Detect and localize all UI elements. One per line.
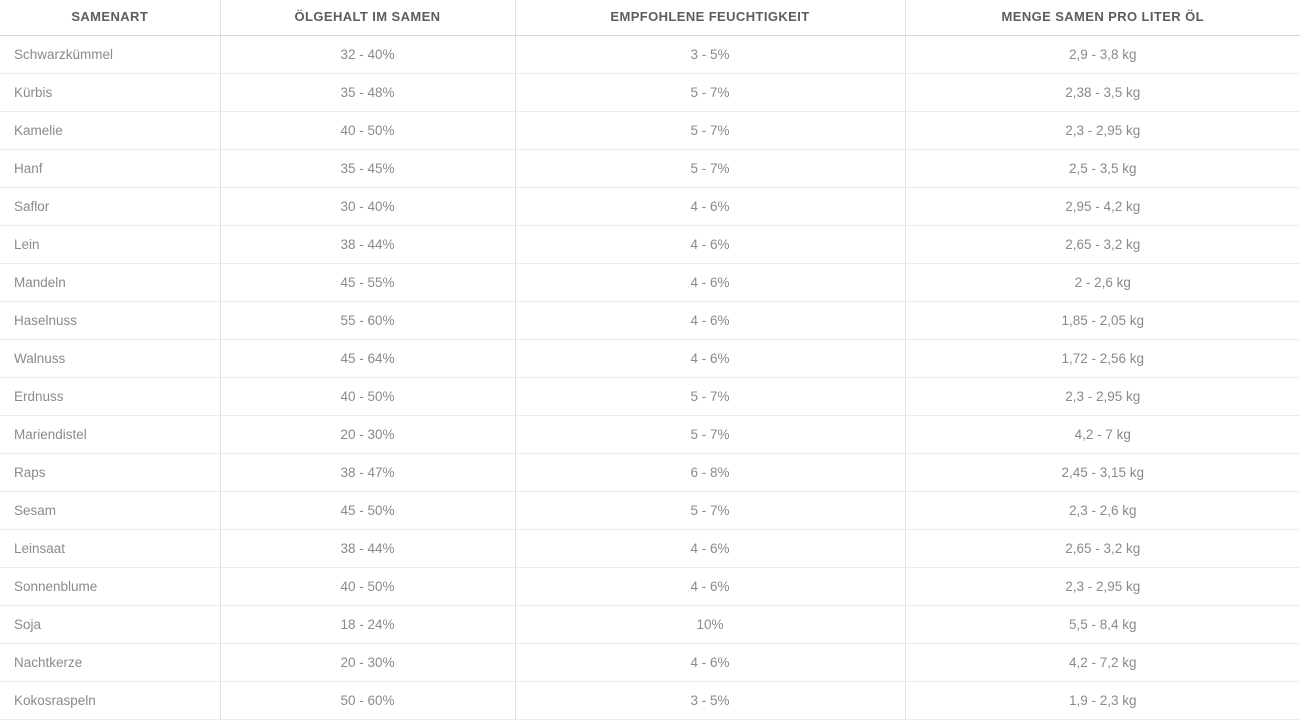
table-row bbox=[0, 416, 1300, 454]
cell-oil-content: 30 - 40% bbox=[220, 188, 515, 226]
cell-oil-content: 32 - 40% bbox=[220, 36, 515, 74]
cell-oil-content: 18 - 24% bbox=[220, 606, 515, 644]
cell-oil-content: 35 - 45% bbox=[220, 150, 515, 188]
cell-seed-amount: 1,9 - 2,3 kg bbox=[905, 682, 1300, 720]
cell-oil-content: 50 - 60% bbox=[220, 682, 515, 720]
cell-seed-type: Lein bbox=[0, 226, 220, 264]
table-row bbox=[0, 454, 1300, 492]
cell-seed-type: Haselnuss bbox=[0, 302, 220, 340]
cell-seed-type: Mariendistel bbox=[0, 416, 220, 454]
cell-moisture: 5 - 7% bbox=[515, 378, 905, 416]
table-row bbox=[0, 644, 1300, 682]
cell-moisture: 5 - 7% bbox=[515, 150, 905, 188]
table-row bbox=[0, 188, 1300, 226]
cell-moisture: 5 - 7% bbox=[515, 416, 905, 454]
cell-seed-amount: 2,38 - 3,5 kg bbox=[905, 74, 1300, 112]
cell-seed-amount: 2,9 - 3,8 kg bbox=[905, 36, 1300, 74]
cell-moisture: 4 - 6% bbox=[515, 644, 905, 682]
cell-seed-type: Raps bbox=[0, 454, 220, 492]
cell-moisture: 10% bbox=[515, 606, 905, 644]
cell-seed-amount: 2,3 - 2,95 kg bbox=[905, 112, 1300, 150]
cell-oil-content: 38 - 47% bbox=[220, 454, 515, 492]
cell-oil-content: 20 - 30% bbox=[220, 416, 515, 454]
table-row bbox=[0, 112, 1300, 150]
table-row bbox=[0, 226, 1300, 264]
cell-seed-amount: 4,2 - 7 kg bbox=[905, 416, 1300, 454]
cell-moisture: 4 - 6% bbox=[515, 264, 905, 302]
cell-oil-content: 35 - 48% bbox=[220, 74, 515, 112]
cell-moisture: 5 - 7% bbox=[515, 492, 905, 530]
table-row bbox=[0, 340, 1300, 378]
cell-oil-content: 20 - 30% bbox=[220, 644, 515, 682]
table-row bbox=[0, 302, 1300, 340]
table-row bbox=[0, 682, 1300, 720]
cell-seed-type: Kamelie bbox=[0, 112, 220, 150]
cell-seed-amount: 2,5 - 3,5 kg bbox=[905, 150, 1300, 188]
column-header-oil-content: ÖLGEHALT IM SAMEN bbox=[220, 0, 515, 36]
table-row bbox=[0, 378, 1300, 416]
cell-seed-type: Saflor bbox=[0, 188, 220, 226]
cell-seed-amount: 2,3 - 2,6 kg bbox=[905, 492, 1300, 530]
cell-moisture: 5 - 7% bbox=[515, 112, 905, 150]
cell-seed-amount: 5,5 - 8,4 kg bbox=[905, 606, 1300, 644]
cell-oil-content: 38 - 44% bbox=[220, 226, 515, 264]
cell-seed-type: Schwarzkümmel bbox=[0, 36, 220, 74]
table-header-row bbox=[0, 0, 1300, 36]
cell-moisture: 4 - 6% bbox=[515, 530, 905, 568]
cell-seed-amount: 1,85 - 2,05 kg bbox=[905, 302, 1300, 340]
cell-moisture: 4 - 6% bbox=[515, 340, 905, 378]
cell-seed-amount: 2,45 - 3,15 kg bbox=[905, 454, 1300, 492]
cell-oil-content: 40 - 50% bbox=[220, 112, 515, 150]
cell-oil-content: 40 - 50% bbox=[220, 568, 515, 606]
cell-seed-amount: 2,3 - 2,95 kg bbox=[905, 568, 1300, 606]
cell-moisture: 4 - 6% bbox=[515, 568, 905, 606]
cell-moisture: 5 - 7% bbox=[515, 74, 905, 112]
cell-seed-type: Erdnuss bbox=[0, 378, 220, 416]
cell-seed-type: Soja bbox=[0, 606, 220, 644]
cell-seed-type: Leinsaat bbox=[0, 530, 220, 568]
cell-seed-type: Nachtkerze bbox=[0, 644, 220, 682]
cell-moisture: 3 - 5% bbox=[515, 682, 905, 720]
table-row bbox=[0, 492, 1300, 530]
cell-oil-content: 45 - 64% bbox=[220, 340, 515, 378]
cell-seed-type: Sonnenblume bbox=[0, 568, 220, 606]
cell-seed-type: Hanf bbox=[0, 150, 220, 188]
cell-moisture: 4 - 6% bbox=[515, 302, 905, 340]
cell-moisture: 4 - 6% bbox=[515, 226, 905, 264]
cell-seed-type: Mandeln bbox=[0, 264, 220, 302]
cell-oil-content: 55 - 60% bbox=[220, 302, 515, 340]
cell-seed-type: Walnuss bbox=[0, 340, 220, 378]
cell-seed-amount: 2,65 - 3,2 kg bbox=[905, 226, 1300, 264]
table-row bbox=[0, 74, 1300, 112]
cell-seed-amount: 2,65 - 3,2 kg bbox=[905, 530, 1300, 568]
table-row bbox=[0, 606, 1300, 644]
table-row bbox=[0, 568, 1300, 606]
cell-oil-content: 45 - 50% bbox=[220, 492, 515, 530]
cell-oil-content: 38 - 44% bbox=[220, 530, 515, 568]
column-header-seed-amount-per-liter: MENGE SAMEN PRO LITER ÖL bbox=[905, 0, 1300, 36]
cell-seed-amount: 2 - 2,6 kg bbox=[905, 264, 1300, 302]
cell-moisture: 6 - 8% bbox=[515, 454, 905, 492]
table-header bbox=[0, 0, 1300, 36]
cell-seed-type: Kürbis bbox=[0, 74, 220, 112]
cell-oil-content: 45 - 55% bbox=[220, 264, 515, 302]
cell-oil-content: 40 - 50% bbox=[220, 378, 515, 416]
table-row bbox=[0, 264, 1300, 302]
table-body bbox=[0, 36, 1300, 720]
cell-moisture: 3 - 5% bbox=[515, 36, 905, 74]
cell-moisture: 4 - 6% bbox=[515, 188, 905, 226]
column-header-recommended-moisture: EMPFOHLENE FEUCHTIGKEIT bbox=[515, 0, 905, 36]
cell-seed-type: Kokosraspeln bbox=[0, 682, 220, 720]
column-header-seed-type: SAMENART bbox=[0, 0, 220, 36]
table-row bbox=[0, 150, 1300, 188]
cell-seed-amount: 4,2 - 7,2 kg bbox=[905, 644, 1300, 682]
cell-seed-amount: 1,72 - 2,56 kg bbox=[905, 340, 1300, 378]
cell-seed-amount: 2,95 - 4,2 kg bbox=[905, 188, 1300, 226]
table-row bbox=[0, 36, 1300, 74]
cell-seed-amount: 2,3 - 2,95 kg bbox=[905, 378, 1300, 416]
table-row bbox=[0, 530, 1300, 568]
cell-seed-type: Sesam bbox=[0, 492, 220, 530]
